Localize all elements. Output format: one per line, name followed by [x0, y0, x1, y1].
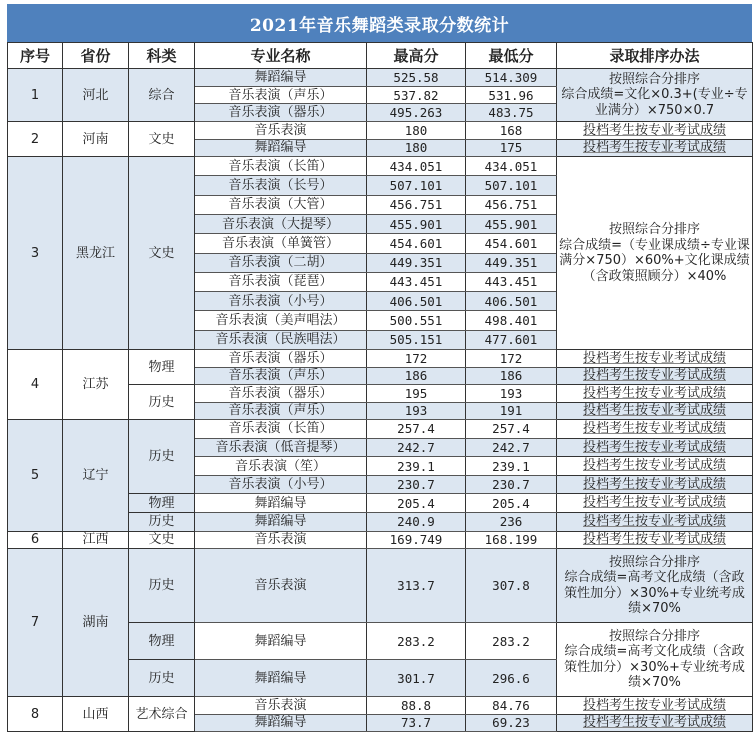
group-category: 文史	[129, 122, 195, 157]
max-score: 257.4	[367, 420, 466, 439]
min-score: 449.351	[466, 253, 557, 272]
admission-method: 按照综合分排序 综合成绩=高考文化成绩（含政策性加分）×30%+专业统考成绩×70%	[557, 623, 753, 697]
major-name: 舞蹈编导	[195, 714, 367, 732]
group-category: 综合	[129, 69, 195, 122]
min-score: 168.199	[466, 531, 557, 549]
group-index: 4	[8, 350, 63, 420]
table-row	[8, 350, 753, 368]
min-score: 242.7	[466, 438, 557, 457]
max-score: 180	[367, 122, 466, 140]
min-score: 443.451	[466, 272, 557, 291]
admission-method: 投档考生按专业考试成绩	[557, 513, 753, 532]
max-score: 500.551	[367, 311, 466, 330]
max-score: 193	[367, 402, 466, 420]
table-body	[8, 69, 753, 732]
admission-method: 投档考生按专业考试成绩	[557, 531, 753, 549]
table-row	[8, 157, 753, 176]
group-category: 物理	[129, 350, 195, 385]
max-score: 239.1	[367, 457, 466, 476]
min-score: 84.76	[466, 697, 557, 715]
major-name: 音乐表演（长笛）	[195, 420, 367, 439]
major-name: 音乐表演（琵琶）	[195, 272, 367, 291]
major-name: 音乐表演（美声唱法）	[195, 311, 367, 330]
major-name: 音乐表演（器乐）	[195, 350, 367, 368]
max-score: 205.4	[367, 494, 466, 513]
group-category: 文史	[129, 531, 195, 549]
min-score: 454.601	[466, 234, 557, 253]
admission-method: 投档考生按专业考试成绩	[557, 475, 753, 494]
admission-method: 投档考生按专业考试成绩	[557, 438, 753, 457]
admission-score-table	[7, 42, 753, 732]
major-name: 音乐表演	[195, 697, 367, 715]
admission-method: 按照综合分排序 综合成绩=（专业课成绩÷专业课满分×750）×60%+文化课成绩（含政策照顾分）×40%	[557, 157, 753, 350]
group-province: 河北	[63, 69, 129, 122]
admission-method: 投档考生按专业考试成绩	[557, 494, 753, 513]
group-index: 6	[8, 531, 63, 549]
admission-method: 按照综合分排序 综合成绩=高考文化成绩（含政策性加分）×30%+专业统考成绩×70%	[557, 549, 753, 623]
group-province: 黑龙江	[63, 157, 129, 350]
min-score: 193	[466, 385, 557, 403]
group-category: 艺术综合	[129, 697, 195, 732]
table-title: 2021年音乐舞蹈类录取分数统计	[7, 4, 752, 42]
header-major: 专业名称	[195, 43, 367, 69]
min-score: 186	[466, 367, 557, 385]
header-method: 录取排序办法	[557, 43, 753, 69]
max-score: 169.749	[367, 531, 466, 549]
group-category: 历史	[129, 420, 195, 494]
major-name: 音乐表演	[195, 549, 367, 623]
major-name: 舞蹈编导	[195, 139, 367, 157]
header-category: 科类	[129, 43, 195, 69]
table-row	[8, 549, 753, 623]
group-index: 8	[8, 697, 63, 732]
max-score: 449.351	[367, 253, 466, 272]
major-name: 舞蹈编导	[195, 494, 367, 513]
min-score: 175	[466, 139, 557, 157]
max-score: 195	[367, 385, 466, 403]
max-score: 73.7	[367, 714, 466, 732]
major-name: 音乐表演（声乐）	[195, 402, 367, 420]
group-province: 江苏	[63, 350, 129, 420]
max-score: 180	[367, 139, 466, 157]
max-score: 456.751	[367, 195, 466, 214]
max-score: 283.2	[367, 623, 466, 660]
group-province: 辽宁	[63, 420, 129, 532]
major-name: 舞蹈编导	[195, 69, 367, 87]
min-score: 477.601	[466, 330, 557, 349]
score-table-sheet	[7, 4, 752, 732]
admission-method: 投档考生按专业考试成绩	[557, 714, 753, 732]
table-row	[8, 420, 753, 439]
min-score: 205.4	[466, 494, 557, 513]
min-score: 69.23	[466, 714, 557, 732]
max-score: 537.82	[367, 86, 466, 104]
group-category: 历史	[129, 549, 195, 623]
table-row	[8, 531, 753, 549]
table-row	[8, 122, 753, 140]
min-score: 191	[466, 402, 557, 420]
major-name: 音乐表演（笙）	[195, 457, 367, 476]
min-score: 236	[466, 513, 557, 532]
group-category: 文史	[129, 157, 195, 350]
major-name: 音乐表演（小号）	[195, 292, 367, 311]
admission-method: 投档考生按专业考试成绩	[557, 122, 753, 140]
major-name: 音乐表演（声乐）	[195, 367, 367, 385]
header-max-score: 最高分	[367, 43, 466, 69]
max-score: 242.7	[367, 438, 466, 457]
major-name: 舞蹈编导	[195, 513, 367, 532]
major-name: 音乐表演（器乐）	[195, 104, 367, 122]
admission-method: 投档考生按专业考试成绩	[557, 367, 753, 385]
major-name: 音乐表演（长笛）	[195, 157, 367, 176]
major-name: 音乐表演	[195, 122, 367, 140]
group-category: 历史	[129, 385, 195, 420]
min-score: 239.1	[466, 457, 557, 476]
admission-method: 投档考生按专业考试成绩	[557, 350, 753, 368]
major-name: 音乐表演（小号）	[195, 475, 367, 494]
group-index: 7	[8, 549, 63, 697]
header-province: 省份	[63, 43, 129, 69]
max-score: 313.7	[367, 549, 466, 623]
min-score: 283.2	[466, 623, 557, 660]
major-name: 音乐表演	[195, 531, 367, 549]
min-score: 456.751	[466, 195, 557, 214]
major-name: 音乐表演（民族唱法）	[195, 330, 367, 349]
group-category: 物理	[129, 623, 195, 660]
admission-method: 投档考生按专业考试成绩	[557, 420, 753, 439]
admission-method: 按照综合分排序 综合成绩=文化×0.3+(专业÷专业满分）×750×0.7	[557, 69, 753, 122]
admission-method: 投档考生按专业考试成绩	[557, 457, 753, 476]
min-score: 483.75	[466, 104, 557, 122]
major-name: 舞蹈编导	[195, 623, 367, 660]
table-row	[8, 697, 753, 715]
max-score: 505.151	[367, 330, 466, 349]
header-row	[8, 43, 753, 69]
max-score: 240.9	[367, 513, 466, 532]
min-score: 296.6	[466, 660, 557, 697]
max-score: 495.263	[367, 104, 466, 122]
admission-method: 投档考生按专业考试成绩	[557, 139, 753, 157]
group-category: 物理	[129, 494, 195, 513]
max-score: 406.501	[367, 292, 466, 311]
group-index: 5	[8, 420, 63, 532]
max-score: 172	[367, 350, 466, 368]
min-score: 257.4	[466, 420, 557, 439]
major-name: 音乐表演（低音提琴）	[195, 438, 367, 457]
min-score: 455.901	[466, 214, 557, 233]
min-score: 434.051	[466, 157, 557, 176]
min-score: 168	[466, 122, 557, 140]
max-score: 455.901	[367, 214, 466, 233]
header-min-score: 最低分	[466, 43, 557, 69]
max-score: 230.7	[367, 475, 466, 494]
group-category: 历史	[129, 660, 195, 697]
min-score: 406.501	[466, 292, 557, 311]
min-score: 172	[466, 350, 557, 368]
major-name: 音乐表演（长号）	[195, 176, 367, 195]
group-index: 2	[8, 122, 63, 157]
min-score: 507.101	[466, 176, 557, 195]
major-name: 音乐表演（大管）	[195, 195, 367, 214]
admission-method: 投档考生按专业考试成绩	[557, 697, 753, 715]
min-score: 514.309	[466, 69, 557, 87]
admission-method: 投档考生按专业考试成绩	[557, 402, 753, 420]
max-score: 434.051	[367, 157, 466, 176]
group-province: 江西	[63, 531, 129, 549]
major-name: 音乐表演（二胡）	[195, 253, 367, 272]
max-score: 525.58	[367, 69, 466, 87]
max-score: 443.451	[367, 272, 466, 291]
max-score: 88.8	[367, 697, 466, 715]
group-index: 3	[8, 157, 63, 350]
admission-method: 投档考生按专业考试成绩	[557, 385, 753, 403]
table-row	[8, 69, 753, 87]
max-score: 507.101	[367, 176, 466, 195]
major-name: 音乐表演（器乐）	[195, 385, 367, 403]
group-province: 河南	[63, 122, 129, 157]
header-index: 序号	[8, 43, 63, 69]
major-name: 音乐表演（声乐）	[195, 86, 367, 104]
major-name: 音乐表演（单簧管）	[195, 234, 367, 253]
max-score: 186	[367, 367, 466, 385]
min-score: 230.7	[466, 475, 557, 494]
max-score: 301.7	[367, 660, 466, 697]
group-province: 湖南	[63, 549, 129, 697]
min-score: 531.96	[466, 86, 557, 104]
group-category: 历史	[129, 513, 195, 532]
group-index: 1	[8, 69, 63, 122]
major-name: 音乐表演（大提琴）	[195, 214, 367, 233]
max-score: 454.601	[367, 234, 466, 253]
min-score: 498.401	[466, 311, 557, 330]
major-name: 舞蹈编导	[195, 660, 367, 697]
min-score: 307.8	[466, 549, 557, 623]
group-province: 山西	[63, 697, 129, 732]
